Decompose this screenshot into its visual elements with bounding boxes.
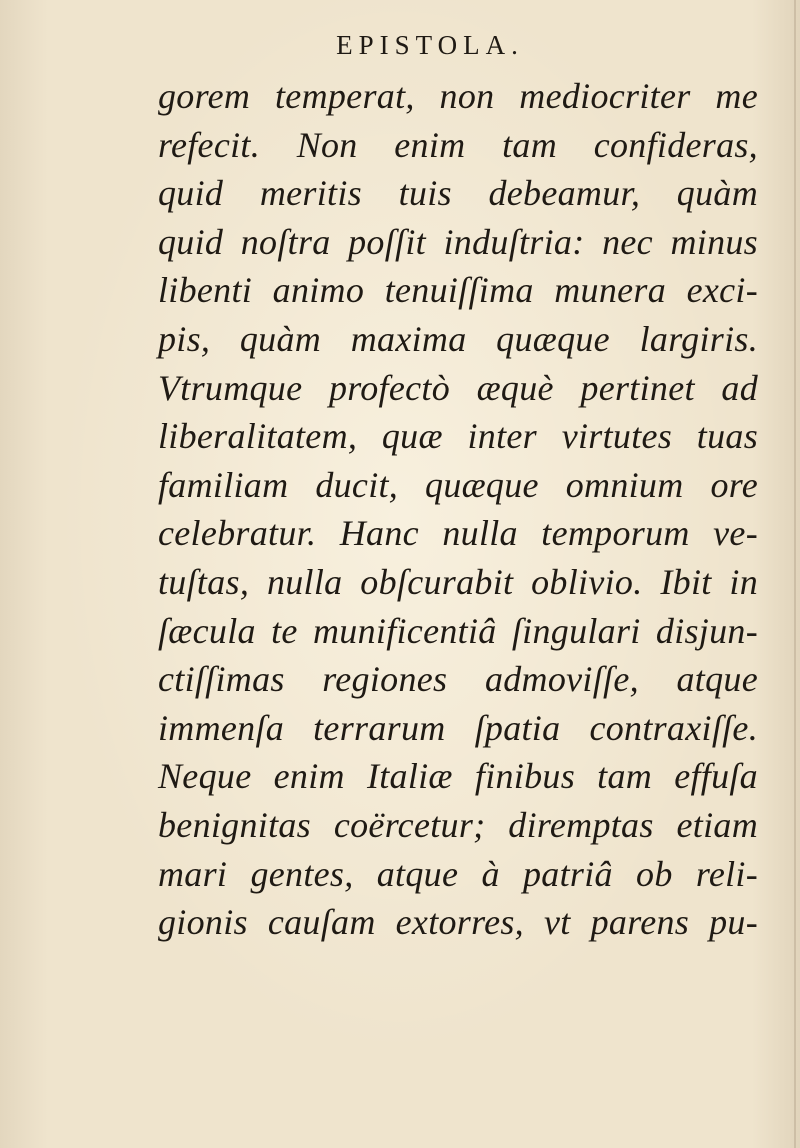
page-edge-shadow xyxy=(794,0,796,1148)
text-line: immenſa terrarum ſpatia contraxiſſe. xyxy=(158,707,758,748)
text-line: Neque enim Italiæ finibus tam effuſa xyxy=(158,756,758,797)
body-text xyxy=(158,72,758,947)
text-line: mari gentes, atque à patriâ ob reli- xyxy=(158,853,758,894)
text-line: Vtrumque profectò æquè pertinet ad xyxy=(158,367,758,408)
text-line: quid noſtra poſſit induſtria: nec minus xyxy=(158,221,758,262)
text-line: benignitas coërcetur; diremptas etiam xyxy=(158,804,758,845)
text-line: libenti animo tenuiſſima munera exci- xyxy=(158,270,758,311)
text-line: celebratur. Hanc nulla temporum ve- xyxy=(158,513,758,554)
text-line: pis, quàm maxima quæque largiris. xyxy=(158,318,758,359)
text-line: ctiſſimas regiones admoviſſe, atque xyxy=(158,659,758,700)
running-head: EPISTOLA. xyxy=(336,30,524,60)
text-line: refecit. Non enim tam confideras, xyxy=(158,124,758,165)
text-line: familiam ducit, quæque omnium ore xyxy=(158,464,758,505)
text-line: gorem temperat, non mediocriter me xyxy=(158,76,758,116)
text-line: ſæcula te munificentiâ ſingulari disjun- xyxy=(158,610,758,651)
text-line: tuſtas, nulla obſcurabit oblivio. Ibit in xyxy=(158,561,758,602)
text-line: liberalitatem, quæ inter virtutes tuas xyxy=(158,416,758,457)
text-line: quid meritis tuis debeamur, quàm xyxy=(158,173,758,214)
text-line: gionis cauſam extorres, vt parens pu- xyxy=(158,902,758,943)
